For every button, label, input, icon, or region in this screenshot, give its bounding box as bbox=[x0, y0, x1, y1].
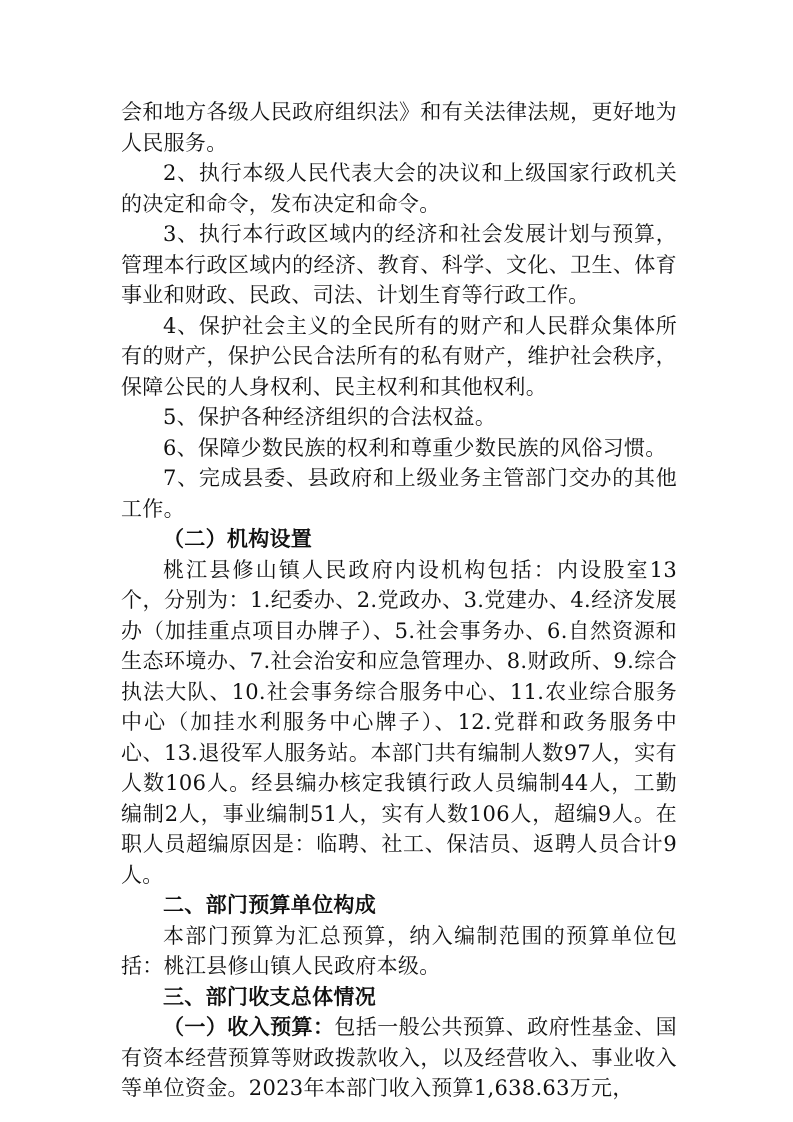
duty-item-7: 7、完成县委、县政府和上级业务主管部门交办的其他工作。 bbox=[121, 466, 677, 521]
budget-units-body: 本部门预算为汇总预算，纳入编制范围的预算单位包括：桃江县修山镇人民政府本级。 bbox=[121, 923, 677, 978]
duty-item-4: 4、保护社会主义的全民所有的财产和人民群众集体所有的财产，保护公民合法所有的私有财产，维护社会秩序，保障公民的人身权利、民主权利和其他权利。 bbox=[121, 313, 677, 399]
paragraph-intro-tail: 会和地方各级人民政府组织法》和有关法律法规，更好地为人民服务。 bbox=[121, 100, 677, 155]
income-budget-label: （一）收入预算： bbox=[163, 1015, 335, 1039]
duty-item-2: 2、执行本级人民代表大会的决议和上级国家行政机关的决定和命令，发布决定和命令。 bbox=[121, 161, 677, 216]
duty-item-3: 3、执行本行政区域内的经济和社会发展计划与预算，管理本行政区域内的经济、教育、科学、文化、卫生、体育事业和财政、民政、司法、计划生育等行政工作。 bbox=[121, 222, 677, 307]
duty-item-6: 6、保障少数民族的权利和尊重少数民族的风俗习惯。 bbox=[163, 435, 667, 460]
heading-budget-units: 二、部门预算单位构成 bbox=[163, 893, 376, 917]
income-budget-paragraph bbox=[121, 1012, 677, 1104]
org-setup-body: 桃江县修山镇人民政府内设机构包括：内设股室13个，分别为：1.纪委办、2.党政办、3.党建办、4.经济发展办（加挂重点项目办牌子）、5.社会事务办、6.自然资源和生态环境办、7.社会治安和应急管理办、8.财政所、9.综合执法大队、10.社会事务综合服务中心、11.农业综合服务中心（加挂水利服务中心牌子）、12.党群和政务服务中心、13.退役军人服务站。本部门共有编制人数97人，实有人数106人。经县编办核定我镇行政人员编制44人，工勤编制2人，事业编制51人，实有人数106人，超编9人。在职人员超编原因是：临聘、社工、保洁员、返聘人员合计9人。 bbox=[121, 557, 677, 887]
heading-org-setup: （二）机构设置 bbox=[163, 527, 313, 551]
heading-budget-overview: 三、部门收支总体情况 bbox=[163, 984, 376, 1009]
document-page bbox=[121, 97, 677, 1104]
duty-item-5: 5、保护各种经济组织的合法权益。 bbox=[163, 405, 497, 429]
income-budget-body: 包括一般公共预算、政府性基金、国有资本经营预算等财政拨款收入，以及经营收入、事业收入等单位资金。2023年本部门收入预算1,638.63万元， bbox=[121, 1015, 677, 1100]
